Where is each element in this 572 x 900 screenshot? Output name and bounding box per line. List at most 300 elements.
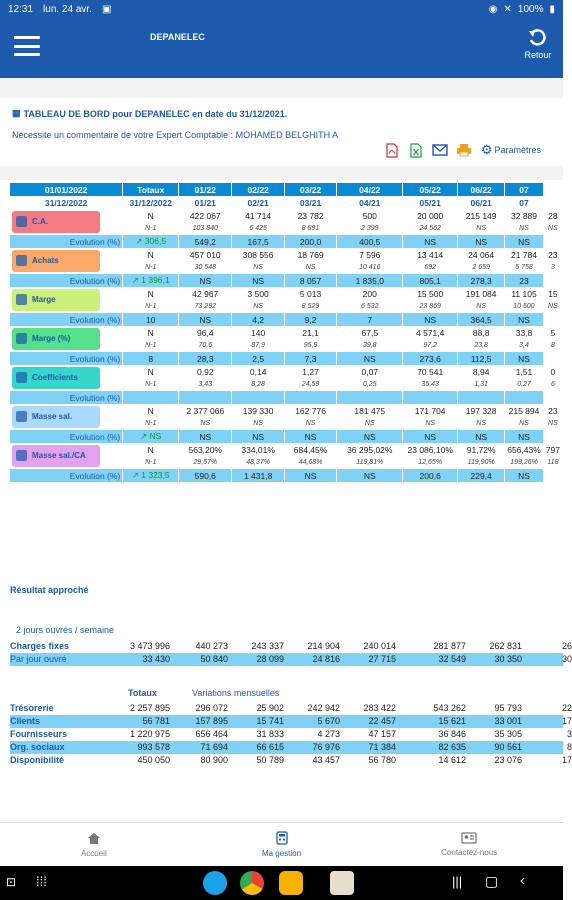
evolution-row	[10, 469, 563, 482]
app-grid-icon[interactable]: ⁞⁞⁞	[36, 874, 47, 889]
cell-n1: NS	[458, 417, 505, 430]
swap-icon	[16, 372, 27, 383]
header-cell: 03/22	[284, 183, 336, 196]
cell-evolution: 1 835,0	[337, 274, 403, 287]
summary-cell: 296 072	[195, 703, 228, 713]
header-cell: 31/12/2022	[123, 196, 179, 209]
cell-n1: NS	[543, 222, 562, 235]
cell-n1: N-1	[123, 222, 179, 235]
cell-evolution: NS	[458, 235, 505, 248]
cell-n: 0,14	[232, 365, 284, 378]
cell-n: 181 475	[337, 404, 403, 417]
cell-n: 797	[543, 443, 562, 456]
cell-evolution: 7,3	[284, 352, 336, 365]
summary-cell: 4 273	[317, 729, 340, 739]
tab-ma-gestion-label: Ma gestion	[261, 849, 302, 858]
kpi-label: Achats	[32, 256, 59, 265]
cell-n: 15	[543, 287, 562, 300]
summary-cell: 95 793	[494, 703, 522, 713]
chrome-icon[interactable]	[240, 871, 264, 895]
summary-cell: 14 612	[438, 755, 466, 765]
arrow-up-icon: ↗	[135, 236, 145, 246]
cell-n: 457 010	[179, 248, 232, 261]
cell-n1: NS	[543, 417, 562, 430]
cell-n1: 8 891	[284, 222, 336, 235]
app-bar	[0, 18, 563, 78]
cell-n: 28	[543, 209, 562, 222]
evolution-label: Evolution (%)	[10, 274, 123, 287]
cell-evolution: 28,3	[179, 352, 232, 365]
cell-n: 0,07	[337, 365, 403, 378]
evolution-row	[10, 391, 563, 404]
kpi-label: Masse sal.	[32, 412, 73, 421]
cell-n: 215 149	[458, 209, 505, 222]
cell-evolution: 306,5	[144, 236, 167, 246]
cell-n1: NS	[505, 417, 544, 430]
summary-row	[10, 741, 572, 754]
evolution-row	[10, 430, 563, 443]
status-time: 12:31	[8, 3, 34, 15]
cell-n1: 23 869	[403, 300, 458, 313]
jours-label: 2 jours ouvrés / semaine	[16, 625, 115, 635]
settings-button[interactable]	[481, 142, 541, 158]
cell-evolution: NS	[179, 274, 232, 287]
kpi-pill-4[interactable]	[12, 367, 100, 389]
undo-icon	[527, 28, 549, 48]
cell-evolution: 9,2	[284, 313, 336, 326]
people-icon	[16, 411, 27, 422]
cell-n1: 8,28	[232, 378, 284, 391]
cell-evolution: 229,4	[458, 469, 505, 482]
summary-cell: 31 833	[256, 729, 284, 739]
header-cell: 06/21	[458, 196, 505, 209]
cell-n1: 103 840	[179, 222, 232, 235]
cell-n1: 6 425	[232, 222, 284, 235]
cell-n1: 119,90%	[458, 456, 505, 469]
header-cell: 04/21	[337, 196, 403, 209]
arrow-up-icon: ↗	[140, 431, 150, 441]
cell-n1: NS	[403, 417, 458, 430]
summary-row	[10, 754, 572, 767]
files-icon[interactable]	[279, 871, 303, 895]
cell-evolution: NS	[505, 469, 544, 482]
summary-cell: 30 350	[494, 654, 522, 664]
summary-cell: 17	[561, 755, 572, 765]
evolution-row	[10, 274, 563, 287]
cell-n1: NS	[284, 261, 336, 274]
cell-evolution: NS	[149, 431, 162, 441]
person-icon	[16, 450, 27, 461]
cell-evolution: 278,3	[458, 274, 505, 287]
cell-n: 1,51	[505, 365, 544, 378]
summary-row-label: Clients	[10, 716, 41, 726]
summary-row	[10, 640, 572, 653]
email-icon[interactable]	[433, 142, 447, 158]
summary-cell: 22	[561, 703, 572, 713]
cell-n1: 692	[403, 261, 458, 274]
cell-n1: 48,37%	[232, 456, 284, 469]
summary-cell: 35 305	[494, 729, 522, 739]
summary-row-label: Charges fixes	[10, 641, 70, 651]
cell-n1: NS	[179, 417, 232, 430]
header-cell: 02/21	[232, 196, 284, 209]
summary-cell: 27 715	[368, 654, 396, 664]
summary-cell: 15 741	[256, 716, 284, 726]
kpi-pill-2[interactable]	[12, 289, 100, 311]
cell-n: 21 784	[505, 248, 544, 261]
header-cell: 07	[505, 196, 544, 209]
back-nav-icon[interactable]: ‹	[520, 872, 525, 889]
cell-n: N	[123, 443, 179, 456]
cell-n: N	[123, 365, 179, 378]
header-cell: 05/21	[403, 196, 458, 209]
cell-n: 23 782	[284, 209, 336, 222]
cell-n1: 2 399	[337, 222, 403, 235]
cell-n1: 3,43	[179, 378, 232, 391]
summary-cell: 26	[561, 641, 572, 651]
evolution-row	[10, 352, 563, 365]
cell-n1: NS	[232, 417, 284, 430]
summary-cell: 56 780	[368, 755, 396, 765]
summary-row-label: Disponibilité	[10, 755, 64, 765]
summary-row-label: Trésorerie	[10, 703, 54, 713]
cell-n1: 23,8	[458, 339, 505, 352]
kpi-pill-3[interactable]	[12, 328, 100, 350]
back-button[interactable]	[521, 28, 555, 60]
cell-n: 4 571,4	[403, 326, 458, 339]
cell-evolution: NS	[403, 235, 458, 248]
cell-evolution: NS	[505, 352, 544, 365]
cell-n: 308 556	[232, 248, 284, 261]
summary-cell: 543 262	[433, 703, 466, 713]
excel-icon[interactable]	[409, 142, 423, 158]
summary-cell: 43 457	[312, 755, 340, 765]
tab-contact[interactable]	[375, 823, 563, 866]
cell-n: 422 067	[179, 209, 232, 222]
cell-n: 23 086,10%	[403, 443, 458, 456]
cell-n1: 24 562	[403, 222, 458, 235]
kpi-row-n	[10, 443, 563, 456]
cell-n: 11 105	[505, 287, 544, 300]
cell-n: 20 000	[403, 209, 458, 222]
cell-evolution: 7	[337, 313, 403, 326]
cell-n1: NS	[543, 300, 562, 313]
summary-cell: 993 578	[137, 742, 170, 752]
tab-contact-label: Contactez-nous	[441, 848, 498, 857]
cell-evolution: 364,5	[458, 313, 505, 326]
recents-icon[interactable]: |||	[452, 874, 463, 889]
truck-icon	[16, 255, 27, 266]
cell-n: 5	[543, 326, 562, 339]
back-label: Retour	[524, 50, 552, 60]
cell-n: 41 714	[232, 209, 284, 222]
cell-n: 5 013	[284, 287, 336, 300]
skype-icon[interactable]	[203, 871, 227, 895]
cell-n1: 35,43	[403, 378, 458, 391]
summary-cell: 450 050	[137, 755, 170, 765]
gear-icon: ⚙	[480, 142, 493, 157]
app-icon[interactable]	[330, 871, 354, 895]
cell-n1: N-1	[123, 378, 179, 391]
evolution-label: Evolution (%)	[10, 430, 123, 443]
cell-evolution: NS	[284, 430, 336, 443]
cell-n: 24 064	[458, 248, 505, 261]
dashboard-subtitle: Nécessite un commentaire de votre Expert Comptable : MOHAMED BELGHITH A	[12, 130, 339, 140]
kpi-pill-1[interactable]	[12, 250, 100, 272]
resultat-label: Résultat approché	[10, 585, 89, 595]
evolution-row	[10, 235, 563, 248]
cell-n: 162 776	[284, 404, 336, 417]
cell-n: 500	[337, 209, 403, 222]
summary-cell: 90 561	[494, 742, 522, 752]
summary-cell: 80 900	[200, 755, 228, 765]
summary-cell: 5 670	[317, 716, 340, 726]
header-cell: 06/22	[458, 183, 505, 196]
cell-n1: 199,26%	[505, 456, 544, 469]
cell-n1: NS	[232, 300, 284, 313]
cell-n1: 95,9	[284, 339, 336, 352]
cell-n: N	[123, 209, 179, 222]
header-cell: 03/21	[284, 196, 336, 209]
kpi-label: Masse sal./CA	[32, 451, 86, 460]
cell-n: 0	[543, 365, 562, 378]
gallery-icon: ▣	[101, 3, 112, 15]
home-button-icon[interactable]: ▢	[485, 873, 499, 889]
summary-cell: 17	[561, 716, 572, 726]
cell-n: 334,01%	[232, 443, 284, 456]
cell-n1: 30 548	[179, 261, 232, 274]
cell-n: 91,72%	[458, 443, 505, 456]
summary-cell: 1 220 975	[129, 729, 170, 739]
cell-evolution: 200,6	[403, 469, 458, 482]
summary-row-label: Par jour ouvré	[10, 654, 67, 664]
summary-cell: 50 789	[256, 755, 284, 765]
summary-cell: 30	[561, 654, 572, 664]
cell-n1: 24,59	[284, 378, 336, 391]
summary-cell: 157 895	[195, 716, 228, 726]
kpi-row-n	[10, 326, 563, 339]
cell-evolution: 590,6	[179, 469, 232, 482]
kpi-label: Marge (%)	[32, 334, 71, 343]
cell-n: N	[123, 287, 179, 300]
cell-n1: N-1	[123, 339, 179, 352]
cell-evolution: NS	[337, 430, 403, 443]
cell-n1: 0,25	[337, 378, 403, 391]
cell-evolution: 4,2	[232, 313, 284, 326]
header-cell: 04/22	[337, 183, 403, 196]
cell-n1: 1,31	[458, 378, 505, 391]
kpi-label: Coefficients	[32, 373, 78, 382]
cell-n1: 97,2	[403, 339, 458, 352]
summary-cell: 214 904	[307, 641, 340, 651]
cell-n1: NS	[337, 417, 403, 430]
cell-evolution: NS	[403, 313, 458, 326]
cell-evolution: 10	[123, 313, 179, 326]
status-date: lun. 24 avr.	[43, 3, 92, 15]
cell-n: 70 541	[403, 365, 458, 378]
cell-n: 33,8	[505, 326, 544, 339]
summary-cell: 33 430	[142, 654, 170, 664]
summary-cell: 440 273	[195, 641, 228, 651]
kpi-row-n	[10, 404, 563, 417]
cell-evolution: 1 323,5	[141, 470, 170, 480]
cell-evolution: NS	[403, 430, 458, 443]
cell-n1: 8	[543, 339, 562, 352]
menu-icon[interactable]	[14, 36, 40, 56]
bottom-nav	[0, 822, 563, 866]
cell-evolution: 1 396,1	[141, 275, 170, 285]
cell-n: 96,4	[179, 326, 232, 339]
accessibility-icon[interactable]: ⊡	[6, 875, 17, 889]
cell-evolution: 805,1	[403, 274, 458, 287]
cell-n: 7 596	[337, 248, 403, 261]
summary-cell: 3	[566, 729, 572, 739]
table-header-row	[10, 183, 563, 196]
summary-cell: 22 457	[368, 716, 396, 726]
cell-n: 42 967	[179, 287, 232, 300]
trend-icon	[16, 333, 27, 344]
summary-cell: 71 384	[368, 742, 396, 752]
header-cell: 02/22	[232, 183, 284, 196]
cell-n: 656,43%	[505, 443, 544, 456]
summary-row	[10, 728, 572, 741]
cell-n1: 6	[543, 378, 562, 391]
kpi-pill-5[interactable]	[12, 406, 100, 428]
summary-cell: 32 549	[438, 654, 466, 664]
kpi-row-n	[10, 248, 563, 261]
summary-cell: 28 099	[256, 654, 284, 664]
summary-cell: 281 877	[433, 641, 466, 651]
cell-n1: 2 659	[458, 261, 505, 274]
cell-n: 215 894	[505, 404, 544, 417]
mute-icon: ✕	[503, 3, 512, 15]
cell-n: N	[123, 404, 179, 417]
evolution-label: Evolution (%)	[10, 352, 123, 365]
kpi-pill-0[interactable]	[12, 211, 100, 233]
cell-n: 13 414	[403, 248, 458, 261]
cell-evolution: 273,6	[403, 352, 458, 365]
header-cell: 01/01/2022	[10, 183, 123, 196]
cell-n1: N-1	[123, 417, 179, 430]
pdf-icon[interactable]	[385, 142, 399, 158]
header-cell: 01/21	[179, 196, 232, 209]
calculator-icon	[276, 831, 288, 845]
cell-n1: 8 529	[284, 300, 336, 313]
summary-cell: 50 840	[200, 654, 228, 664]
cell-evolution: 549,2	[179, 235, 232, 248]
cell-n: N	[123, 326, 179, 339]
cell-n: 197 328	[458, 404, 505, 417]
summary-cell: 3 473 996	[129, 641, 170, 651]
cell-evolution: 167,5	[232, 235, 284, 248]
cell-n: 15 500	[403, 287, 458, 300]
cell-n: 140	[232, 326, 284, 339]
cell-evolution: NS	[232, 274, 284, 287]
header-cell: 01/22	[179, 183, 232, 196]
summary-row	[10, 702, 572, 715]
cell-n1: 118	[543, 456, 562, 469]
summary-cell: 36 846	[438, 729, 466, 739]
summary-cell: 24 816	[312, 654, 340, 664]
bar-icon	[16, 294, 27, 305]
arrow-up-icon: ↗	[131, 470, 142, 480]
cell-n: 563,20%	[179, 443, 232, 456]
cell-n: 67,5	[337, 326, 403, 339]
tab-ma-gestion[interactable]	[188, 823, 376, 866]
summary-cell: 76 976	[312, 742, 340, 752]
evolution-row	[10, 313, 563, 326]
variations-label: Variations mensuelles	[192, 688, 280, 698]
summary-cell: 82 635	[438, 742, 466, 752]
tab-accueil-label: Accueil	[80, 848, 107, 858]
cell-n: 0,92	[179, 365, 232, 378]
cell-n1: 39,8	[337, 339, 403, 352]
cell-evolution: 400,5	[337, 235, 403, 248]
kpi-row-n	[10, 365, 563, 378]
cell-n1: NS	[232, 261, 284, 274]
cell-n: 1,27	[284, 365, 336, 378]
cell-n: 36 295,02%	[337, 443, 403, 456]
kpi-label: Marge	[32, 295, 56, 304]
settings-label: Paramètres	[494, 145, 541, 155]
summary-cell: 47 157	[368, 729, 396, 739]
header-cell: 07	[505, 183, 544, 196]
cell-n: N	[123, 248, 179, 261]
contact-card-icon	[461, 832, 477, 844]
cell-n1: 29,57%	[179, 456, 232, 469]
cell-n: 171 704	[403, 404, 458, 417]
cell-n1: N-1	[123, 300, 179, 313]
table-icon: ▦	[12, 108, 21, 118]
cell-n: 191 084	[458, 287, 505, 300]
dashboard-content	[0, 180, 572, 805]
cell-n1: 10 500	[505, 300, 544, 313]
cell-n: 200	[337, 287, 403, 300]
cell-evolution: 8 057	[284, 274, 336, 287]
evolution-label: Evolution (%)	[10, 391, 123, 404]
cell-n: 3 500	[232, 287, 284, 300]
cell-n1: N-1	[123, 456, 179, 469]
cell-evolution: NS	[232, 430, 284, 443]
evolution-label: Evolution (%)	[10, 469, 123, 482]
cell-n: 684,45%	[284, 443, 336, 456]
kpi-pill-6[interactable]	[12, 445, 100, 467]
cell-n: 88,8	[458, 326, 505, 339]
summary-row	[10, 653, 572, 666]
cell-evolution: 112,5	[458, 352, 505, 365]
cell-evolution: NS	[505, 235, 544, 248]
summary-cell: 656 464	[195, 729, 228, 739]
header-cell: 31/12/2022	[10, 196, 123, 209]
summary-cell: 283 422	[363, 703, 396, 713]
cell-n1: 5 758	[505, 261, 544, 274]
summary-cell: 15 621	[438, 716, 466, 726]
header-cell: Totaux	[123, 183, 179, 196]
chart-icon	[16, 216, 27, 227]
battery-level: 100%	[517, 3, 544, 15]
print-icon[interactable]	[457, 142, 471, 158]
cell-n: 32 889	[505, 209, 544, 222]
summary-cell: 23 076	[494, 755, 522, 765]
summary-row-label: Org. sociaux	[10, 742, 65, 752]
summary-cell: 71 694	[200, 742, 228, 752]
summary-cell: 240 014	[363, 641, 396, 651]
tab-accueil[interactable]	[0, 823, 188, 866]
cell-n: 23	[543, 404, 562, 417]
summary-cell: 25 902	[256, 703, 284, 713]
totaux-label: Totaux	[128, 688, 157, 698]
evolution-label: Evolution (%)	[10, 313, 123, 326]
